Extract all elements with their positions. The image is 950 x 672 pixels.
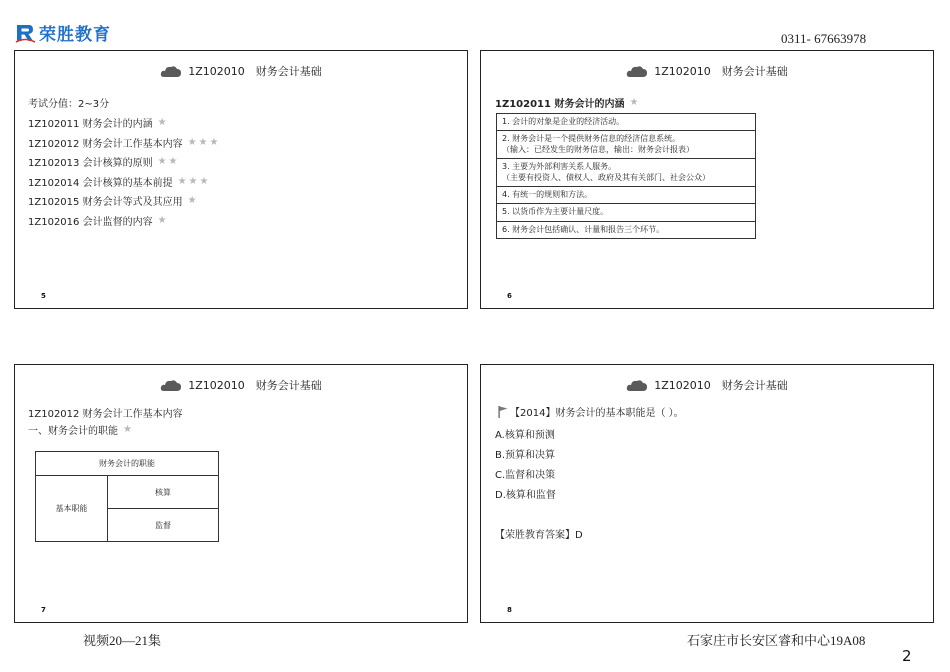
slide-title: 1Z102010 财务会计基础 bbox=[654, 65, 788, 78]
line-text: 1Z102016 会计监督的内容 bbox=[28, 217, 153, 228]
line-text: 考试分值：2~3分 bbox=[28, 99, 110, 110]
header-phone: 0311- 67663978 bbox=[781, 31, 867, 46]
answer-line bbox=[495, 526, 583, 541]
table-cell bbox=[497, 204, 756, 221]
table-cell bbox=[497, 131, 756, 159]
exam-score-line bbox=[28, 95, 109, 110]
star-icon: ★ bbox=[168, 155, 178, 167]
slide-5 bbox=[14, 50, 468, 309]
slide-number: 6 bbox=[507, 292, 512, 300]
table-cell: 监督 bbox=[108, 509, 219, 542]
table-row bbox=[36, 476, 219, 509]
brand-mark-icon bbox=[14, 22, 36, 44]
table-cell bbox=[497, 186, 756, 203]
cell-line: 4. 有统一的规则和方法。 bbox=[502, 189, 593, 199]
option-line bbox=[495, 426, 555, 441]
option-line bbox=[495, 466, 555, 481]
star-icon: ★ bbox=[629, 96, 639, 108]
cloud-icon bbox=[160, 378, 182, 392]
option-text: A.核算和预测 bbox=[495, 430, 555, 441]
table-cell bbox=[497, 221, 756, 238]
brand-name: 荣胜教育 bbox=[39, 25, 111, 45]
rating-stars bbox=[188, 138, 219, 148]
star-icon: ★ bbox=[177, 175, 187, 187]
slide-header bbox=[481, 63, 933, 79]
cell-line: （输入：已经发生的财务信息，输出：财务会计报表） bbox=[502, 144, 694, 154]
line-text: 1Z102012 财务会计工作基本内容 bbox=[28, 409, 183, 420]
line-text: 1Z102011 财务会计的内涵 bbox=[28, 119, 153, 130]
star-icon: ★ bbox=[187, 136, 197, 148]
cloud-icon bbox=[626, 378, 648, 392]
rating-stars bbox=[158, 157, 178, 167]
rating-stars bbox=[188, 196, 197, 206]
topic-line bbox=[28, 154, 178, 169]
slide-title: 1Z102010 财务会计基础 bbox=[188, 65, 322, 78]
slide-7 bbox=[14, 364, 468, 623]
table-row bbox=[497, 159, 756, 187]
star-icon: ★ bbox=[157, 214, 167, 226]
slide-header bbox=[15, 377, 467, 393]
topic-line bbox=[28, 405, 183, 420]
section-heading bbox=[495, 95, 638, 110]
slide-number: 5 bbox=[41, 292, 46, 300]
line-text: 1Z102015 财务会计等式及其应用 bbox=[28, 197, 183, 208]
table-row bbox=[497, 131, 756, 159]
table-cell bbox=[497, 159, 756, 187]
table-cell bbox=[497, 114, 756, 131]
table-row bbox=[497, 186, 756, 203]
group-cell: 基本职能 bbox=[36, 476, 108, 542]
star-icon: ★ bbox=[188, 175, 198, 187]
star-icon: ★ bbox=[199, 175, 209, 187]
topic-line bbox=[28, 213, 167, 228]
rating-stars bbox=[629, 98, 638, 108]
option-line bbox=[495, 486, 556, 501]
table-row bbox=[497, 204, 756, 221]
topic-line bbox=[28, 174, 208, 189]
line-text: 1Z102013 会计核算的原则 bbox=[28, 158, 153, 169]
option-text: C.监督和决策 bbox=[495, 470, 556, 481]
slide-8 bbox=[480, 364, 934, 623]
star-icon: ★ bbox=[187, 194, 197, 206]
footer-left-text: 视频20—21集 bbox=[83, 633, 162, 648]
slide-number: 7 bbox=[41, 606, 46, 614]
cell-line: （主要有投资人、债权人、政府及其有关部门、社会公众） bbox=[502, 172, 710, 182]
section-heading bbox=[28, 422, 132, 437]
heading-text: 1Z102011 财务会计的内涵 bbox=[495, 99, 625, 110]
line-text: 1Z102014 会计核算的基本前提 bbox=[28, 178, 173, 189]
star-icon: ★ bbox=[123, 423, 132, 435]
slide-number: 8 bbox=[507, 606, 512, 614]
slide-header bbox=[481, 377, 933, 393]
topic-line bbox=[28, 115, 167, 130]
rating-stars bbox=[158, 118, 167, 128]
heading-text: 一、财务会计的职能 bbox=[28, 426, 118, 437]
cloud-icon bbox=[626, 64, 648, 78]
cell-line: 6. 财务会计包括确认、计量和报告三个环节。 bbox=[502, 224, 665, 234]
question-line bbox=[498, 404, 684, 419]
rating-stars bbox=[123, 425, 132, 435]
slide-title: 1Z102010 财务会计基础 bbox=[188, 379, 322, 392]
table-cell: 核算 bbox=[108, 476, 219, 509]
footer-address: 石家庄市长安区睿和中心19A08 bbox=[687, 633, 866, 648]
star-icon: ★ bbox=[209, 136, 219, 148]
slide-6 bbox=[480, 50, 934, 309]
topic-line bbox=[28, 193, 197, 208]
star-icon: ★ bbox=[157, 116, 167, 128]
brand-logo bbox=[14, 20, 111, 45]
slide-header bbox=[15, 63, 467, 79]
rating-stars bbox=[178, 177, 209, 187]
cloud-icon bbox=[160, 64, 182, 78]
cell-line: 2. 财务会计是一个提供财务信息的经济信息系统。 bbox=[502, 134, 681, 144]
table-row bbox=[497, 114, 756, 131]
cell-line: 1. 会计的对象是企业的经济活动。 bbox=[502, 117, 625, 126]
question-text: 【2014】财务会计的基本职能是（ ）。 bbox=[510, 408, 684, 419]
table-row bbox=[36, 452, 219, 476]
topic-line bbox=[28, 135, 218, 150]
cell-line: 3. 主要为外部利害关系人服务。 bbox=[502, 162, 617, 172]
star-icon: ★ bbox=[198, 136, 208, 148]
line-text: 1Z102012 财务会计工作基本内容 bbox=[28, 139, 183, 150]
definition-table bbox=[496, 113, 756, 239]
option-text: D.核算和监督 bbox=[495, 490, 556, 501]
rating-stars bbox=[158, 216, 167, 226]
table-row bbox=[497, 221, 756, 238]
functions-table bbox=[35, 451, 219, 542]
flag-icon bbox=[498, 406, 508, 418]
cell-line: 5. 以货币作为主要计量尺度。 bbox=[502, 207, 609, 217]
answer-text: 【荣胜教育答案】D bbox=[495, 530, 583, 541]
slide-title: 1Z102010 财务会计基础 bbox=[654, 379, 788, 392]
option-line bbox=[495, 446, 555, 461]
table-header-cell: 财务会计的职能 bbox=[36, 452, 219, 476]
star-icon: ★ bbox=[157, 155, 167, 167]
page-number: 2 bbox=[902, 647, 912, 665]
option-text: B.预算和决算 bbox=[495, 450, 556, 461]
